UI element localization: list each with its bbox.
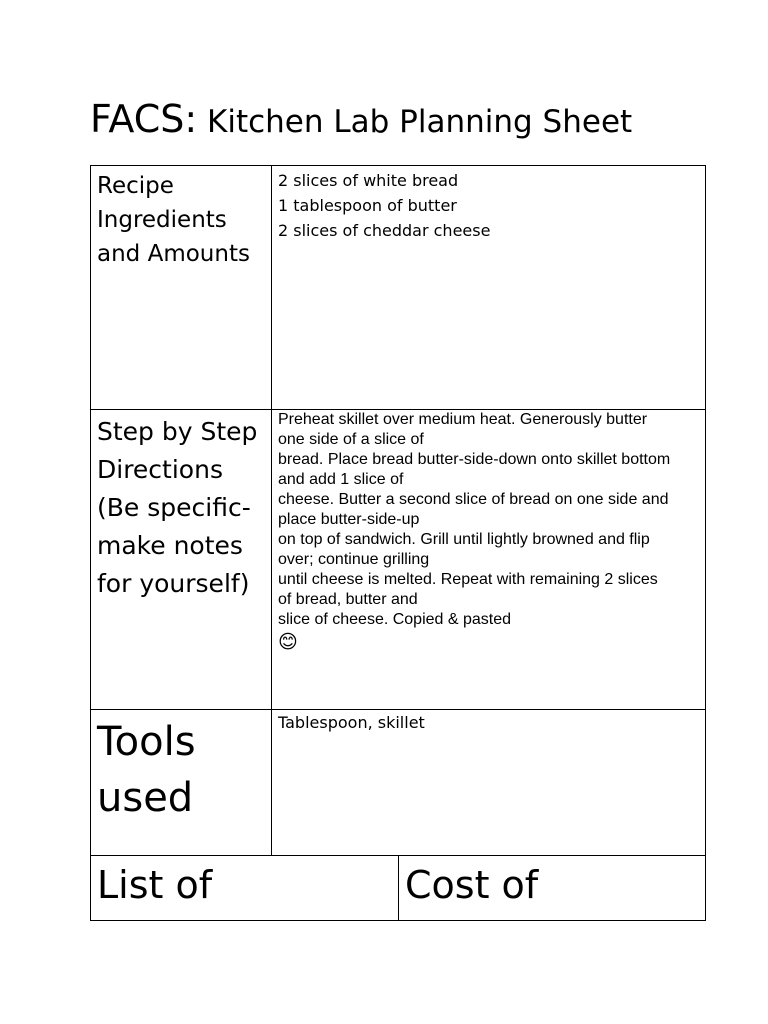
label-line: Step by Step [97, 417, 258, 446]
ingredients-list [272, 166, 705, 245]
direction-line: slice of cheese. Copied & pasted [278, 611, 512, 628]
tools-content-cell[interactable] [271, 709, 706, 856]
label-line: Tools [97, 719, 196, 765]
direction-line: and add 1 slice of [278, 471, 404, 488]
ingredients-label [91, 166, 271, 274]
ingredient-item: 2 slices of white bread [278, 171, 459, 190]
direction-line: bread. Place bread butter-side-down onto skillet bottom [278, 451, 671, 468]
direction-line: over; continue grilling [278, 551, 430, 568]
label-line: (Be specific- [97, 493, 251, 522]
directions-content-cell[interactable] [271, 409, 706, 710]
cost-of-label: Cost of [405, 863, 539, 907]
ingredient-item: 1 tablespoon of butter [278, 196, 457, 215]
direction-line: cheese. Butter a second slice of bread on one side and [278, 491, 669, 508]
label-line: for yourself) [97, 569, 250, 598]
directions-label [91, 410, 271, 606]
list-of-cell [90, 855, 399, 921]
direction-line: Preheat skillet over medium heat. Generously butter [278, 411, 648, 428]
page-title [90, 97, 633, 141]
title-prefix: FACS: [90, 97, 198, 141]
label-line: used [97, 775, 194, 821]
tools-value: Tablespoon, skillet [278, 713, 425, 732]
ingredient-item: 2 slices of cheddar cheese [278, 221, 491, 240]
label-line: make notes [97, 531, 243, 560]
smiley-emoji-icon: 😊 [278, 631, 298, 653]
directions-label-cell [90, 409, 272, 710]
label-line: Recipe [97, 173, 174, 199]
direction-line: one side of a slice of [278, 431, 424, 448]
ingredients-label-cell [90, 165, 272, 410]
direction-line: of bread, butter and [278, 591, 418, 608]
label-line: Directions [97, 455, 223, 484]
directions-text [272, 410, 705, 656]
ingredients-content-cell[interactable] [271, 165, 706, 410]
direction-line: on top of sandwich. Grill until lightly browned and flip [278, 531, 650, 548]
direction-line: place butter-side-up [278, 511, 420, 528]
cost-of-cell [398, 855, 706, 921]
direction-line: until cheese is melted. Repeat with remaining 2 slices [278, 571, 658, 588]
list-of-label: List of [97, 863, 213, 907]
label-line: Ingredients [97, 207, 227, 233]
tools-label-cell [90, 709, 272, 856]
tools-label [91, 710, 271, 829]
title-text: Kitchen Lab Planning Sheet [197, 104, 633, 140]
label-line: and Amounts [97, 241, 250, 267]
